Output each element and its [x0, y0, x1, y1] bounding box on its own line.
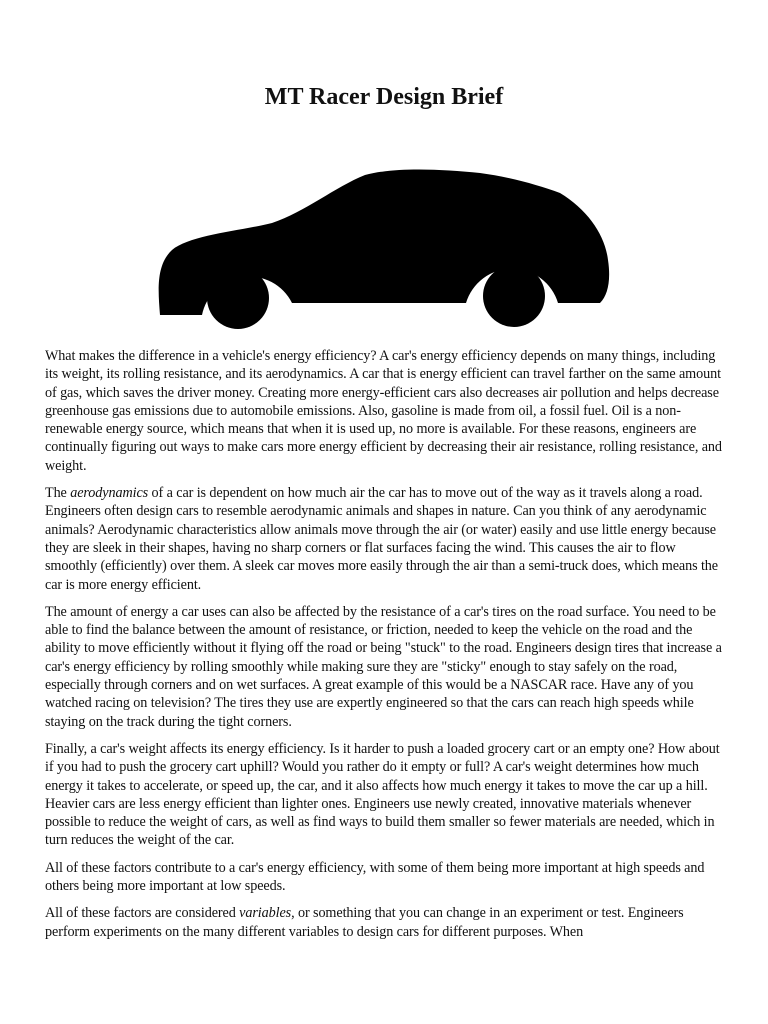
text-run: All of these factors contribute to a car's energy efficiency, with some of them being more important at high speeds and others being more important at low speeds.	[45, 859, 705, 895]
rear-wheel	[207, 267, 269, 329]
paragraph-4	[45, 740, 730, 850]
text-run: of a car is dependent on how much air the car has to move out of the way as it travels along a road. Engineers often design cars to resemble aerodynamic animals and shapes in nature. Can you think of any aerodynamic animals? Aerodynamic characteristics allow animals move through the air (or water) easily and use little energy because they are sleek in their shapes, having no sharp corners or flat surfaces facing the wind. This causes the air to flow smoothly (efficiently) over them. A sleek car moves more easily through the air than a semi-truck does, which means the car is more energy efficient.	[45, 485, 718, 593]
text-run: All of these factors are considered	[45, 905, 240, 922]
text-run: What makes the difference in a vehicle's energy efficiency? A car's energy efficiency depends on many things, including its weight, its rolling resistance, and its aerodynamics. A car that is energy efficient can travel farther on the same amount of gas, which saves the driver money. Creating more energy-efficient cars also decreases air pollution and helps decrease greenhouse gas emissions due to automobile emissions. Also, gasoline is made from oil, a fossil fuel. Oil is a non-renewable energy source, which means that when it is used up, no more is available. For these reasons, engineers are continually figuring out ways to make cars more energy efficient by decreasing their air resistance, rolling resistance, and weight.	[45, 348, 722, 474]
paragraph-1	[45, 347, 730, 475]
italic-term: variables	[239, 905, 292, 922]
front-wheel	[483, 265, 545, 327]
text-run: , or something that you can change in an experiment or test. Engineers perform experiments on the many different variables to design cars for different purposes. When	[45, 905, 684, 940]
document-title: MT Racer Design Brief	[264, 84, 504, 110]
text-run: Finally, a car's weight affects its energy efficiency. Is it harder to push a loaded grocery cart or an empty one? How about if you had to push the grocery cart uphill? Would you rather do it empty or full? A car's weight determines how much energy it takes to accelerate, or speed up, the car, and it also affects how much energy it takes to move the car up a hill. Heavier cars are less energy efficient than lighter ones. Engineers use newly created, innovative materials whenever possible to reduce the weight of cars, as well as find ways to build them smaller so fewer materials are needed, which in turn reduces the weight of the car.	[45, 740, 720, 849]
paragraph-2	[45, 484, 730, 594]
paragraph-6	[45, 904, 730, 941]
italic-term: aerodynamics	[70, 485, 149, 502]
paragraph-5	[45, 859, 730, 896]
car-silhouette-icon	[150, 165, 620, 335]
text-run: The amount of energy a car uses can also be affected by the resistance of a car's tires on the road surface. You need to be able to find the balance between the amount of resistance, or friction, needed to keep the vehicle on the road and the ability to move efficiently without it flying off the road or being "stuck" to the road. Engineers design tires that increase a car's energy efficiency by rolling smoothly while making sure they are "sticky" enough to stay safely on the road, especially through corners and on wet surfaces. A great example of this would be a NASCAR race. Have any of you watched racing on television? The tires they use are expertly engineered so that the cars can reach high speeds while staying on the track during the tight corners.	[45, 603, 722, 730]
paragraph-3	[45, 603, 730, 731]
text-run: The	[45, 485, 71, 502]
document-body	[45, 347, 730, 950]
